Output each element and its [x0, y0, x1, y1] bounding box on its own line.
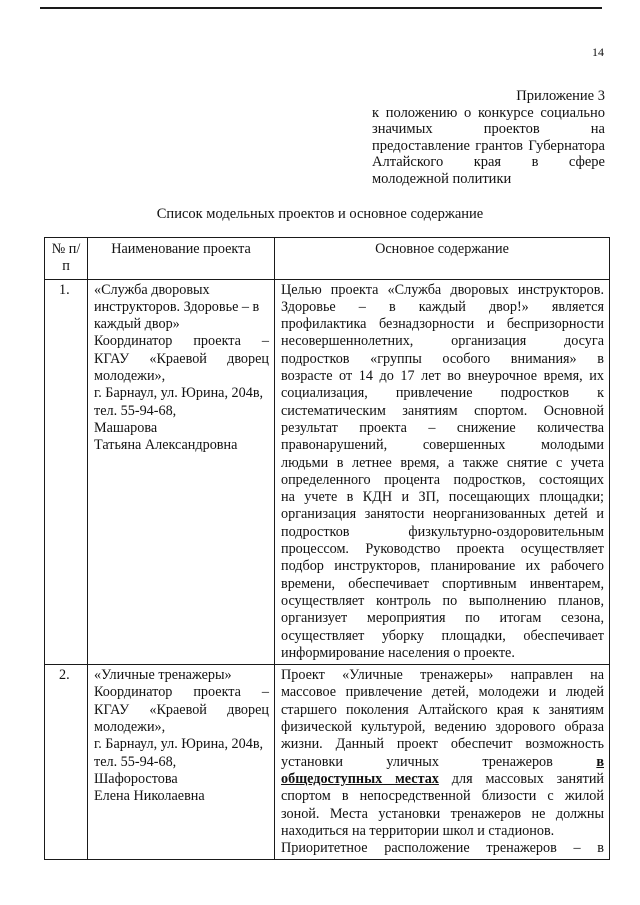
header-number: № п/п — [45, 238, 88, 280]
name-line: г. Барнаул, ул. Юрина, 204в, — [94, 736, 264, 753]
content-line: Целью проекта «Служба дворовых инструкторов. — [281, 281, 604, 298]
content-line: физической культурой, ведению здорового образа — [281, 719, 604, 736]
document-title: Список модельных проектов и основное содержание — [156, 206, 484, 222]
appendix-line: к положению о конкурсе социально — [372, 104, 605, 121]
name-line: г. Барнаул, ул. Юрина, 204в, — [94, 385, 264, 402]
content-line: профилактика безнадзорности и беспризорности — [281, 316, 604, 333]
content-line: несовершеннолетних, организация досуга — [281, 333, 604, 350]
name-line: тел. 55-94-68, — [94, 402, 177, 419]
content-line: определенного процента подростков, состоящих — [281, 471, 604, 488]
content-line: старшего поколения Алтайского края к занятиям — [281, 701, 604, 718]
content-line: подростков «группы особого внимания» в — [281, 350, 604, 367]
name-line: «Уличные тренажеры» — [94, 667, 232, 684]
project-content-cell — [275, 665, 610, 860]
content-line: осуществляет уборку площадки, обеспечивает — [281, 627, 604, 644]
name-line: КГАУ «Краевой дворец — [94, 701, 269, 718]
content-line: массовое привлечение детей, молодежи и людей — [281, 684, 604, 701]
content-line: жизни. Данный проект обеспечит возможность — [281, 736, 604, 753]
name-line: каждый двор» — [94, 316, 180, 333]
content-line: результат проекта – снижение количества — [281, 419, 604, 436]
appendix-line: предоставление грантов Губернатора — [372, 137, 605, 154]
content-text: установки уличных тренажеров — [281, 753, 597, 770]
name-line: молодежи», — [94, 719, 166, 736]
appendix-line: значимых проектов на — [372, 121, 605, 137]
row-number: 2. — [45, 665, 88, 860]
table-row — [45, 279, 610, 665]
content-line: организация занятости неорганизованных детей и — [281, 506, 604, 523]
emphasis-text: в — [596, 753, 604, 770]
name-line: Координатор проекта – — [94, 333, 269, 350]
appendix-heading: Приложение 3 — [516, 88, 605, 104]
table-row — [45, 665, 610, 860]
name-line: инструкторов. Здоровье – в — [94, 298, 260, 315]
top-rule — [40, 7, 602, 9]
content-text: для массовых занятий — [438, 770, 605, 787]
name-line: Татьяна Александровна — [94, 437, 238, 454]
content-line: Проект «Уличные тренажеры» направлен на — [281, 667, 604, 684]
content-line: возрасте от 14 до 17 лет во внеурочное время, их — [281, 368, 604, 385]
name-line: тел. 55-94-68, — [94, 753, 177, 770]
content-line: организует мероприятия по итогам сезона, — [281, 610, 604, 627]
projects-table — [44, 237, 610, 860]
content-line: правонарушений, совершенных молодыми — [281, 437, 604, 454]
content-line: на учете в КДН и ЗП, посещающих площадки; — [281, 489, 604, 506]
content-line: систематическим занятиям спортом. Основной — [281, 402, 604, 419]
project-name-cell — [88, 665, 275, 860]
content-line: людьми в летнее время, а также снятие с учета — [281, 454, 604, 471]
appendix-block — [372, 88, 605, 187]
content-line: Приоритетное расположение тренажеров – в — [281, 840, 604, 857]
content-line: подбор инструкторов, планирование их рабочего — [281, 558, 604, 575]
content-line: спортом в непосредственной близости с жилой — [281, 788, 604, 805]
content-line — [281, 754, 604, 771]
table-header-row — [45, 238, 610, 280]
content-line — [281, 771, 604, 788]
content-line: Здоровье – в каждый двор!» является — [281, 298, 604, 315]
content-line: осуществляет контроль по выполнению планов, — [281, 592, 604, 609]
content-line: зоной. Места установки тренажеров не должны — [281, 805, 604, 822]
name-line: молодежи», — [94, 368, 166, 385]
name-line: Елена Николаевна — [94, 788, 205, 805]
content-line: времени, обеспечивает спортивным инвентарем, — [281, 575, 604, 592]
page-number: 14 — [592, 45, 604, 59]
content-line: подростков физкультурно-оздоровительным — [281, 523, 604, 540]
appendix-line: Алтайского края в сфере — [372, 154, 605, 170]
header-main-content: Основное содержание — [275, 238, 610, 280]
project-content-cell — [275, 279, 610, 665]
emphasis-text: общедоступных местах — [281, 770, 439, 787]
name-line: Машарова — [94, 419, 158, 436]
name-line: «Служба дворовых — [94, 281, 210, 298]
content-line: социализация, привлечение подростков к — [281, 385, 604, 402]
project-name-cell — [88, 279, 275, 665]
name-line: Координатор проекта – — [94, 684, 269, 701]
content-line: процессом. Руководство проекта осуществляет — [281, 541, 604, 558]
content-line: информирование населения о проекте. — [281, 644, 515, 661]
name-line: КГАУ «Краевой дворец — [94, 350, 269, 367]
content-line: находиться на территории школ и стадионов. — [281, 822, 555, 839]
row-number: 1. — [45, 279, 88, 665]
appendix-line: молодежной политики — [372, 170, 512, 187]
header-project-name: Наименование проекта — [88, 238, 275, 280]
name-line: Шафоростова — [94, 770, 178, 787]
